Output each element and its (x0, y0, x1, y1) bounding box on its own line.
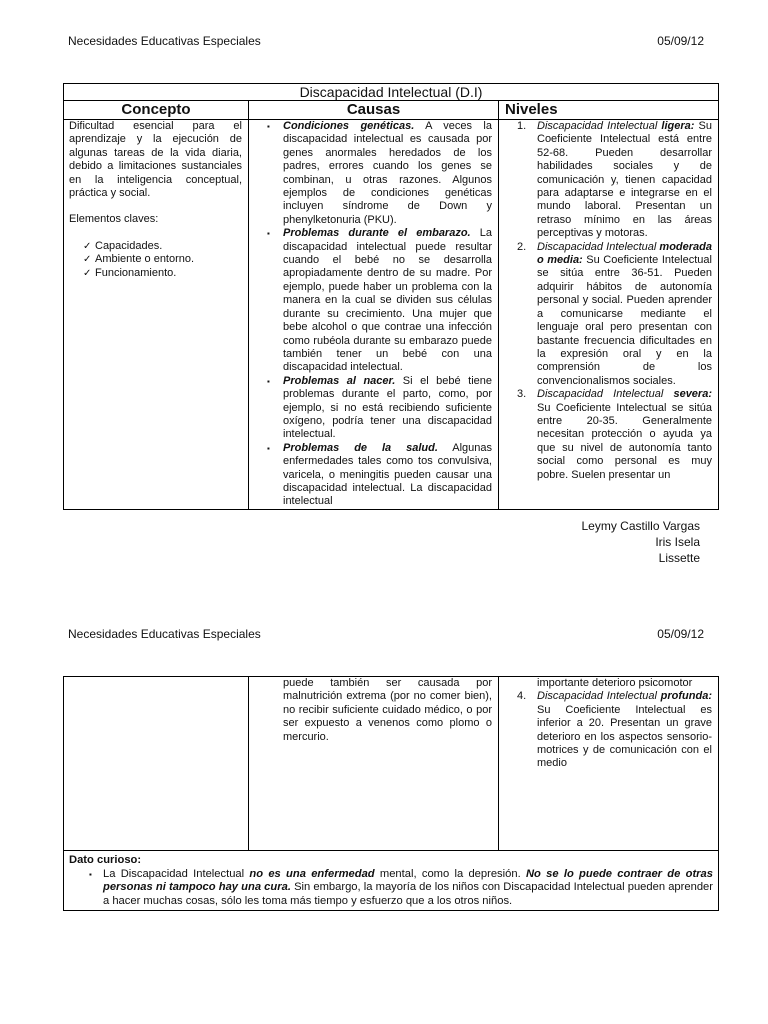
level-number: 3. (517, 388, 527, 401)
causa-title: Problemas al nacer. (283, 374, 396, 387)
causa-text: Si el bebé tiene problemas durante el parto, como, por ejemplo, si no está recibiendo suficiente oxígeno, podría tener una discapacidad intelectual. (283, 374, 492, 441)
list-item (504, 690, 712, 770)
author-name: Lissette (658, 551, 700, 565)
causa-text: A veces la discapacidad intelectual es causada por genes anormales heredados de los padres, errores cuando los genes se combinan, u otras razones. Algunos ejemplos de condiciones genéticas incluyen síndrome de Down y phenylketonuria (PKU). (283, 120, 492, 226)
dato-curioso-box (64, 851, 719, 911)
level-number: 2. (517, 240, 527, 253)
square-bullet-icon: ▪ (267, 229, 270, 239)
elementos-label: Elementos claves: (69, 213, 159, 226)
square-bullet-icon: ▪ (267, 122, 270, 131)
dato-text: mental, como la depresión. (374, 867, 526, 880)
column-header-niveles: Niveles (499, 101, 719, 120)
author-name: Leymy Castillo Vargas (581, 519, 700, 533)
list-item (504, 388, 712, 482)
dato-text: Sin embargo, la mayoría de los niños con Discapacidad Intelectual pueden aprender a hacer muchas cosas, sólo les toma más tiempo y esfuerzo que a los otros niños. (103, 881, 713, 907)
square-bullet-icon: ▪ (267, 376, 270, 386)
niveles-cell (499, 120, 719, 510)
level-name: Discapacidad Intelectual (537, 240, 660, 253)
list-item (253, 227, 492, 374)
header-title: Necesidades Educativas Especiales (68, 627, 261, 641)
niveles-list (504, 690, 712, 770)
square-bullet-icon: ▪ (267, 443, 270, 453)
concepto-cell-empty (64, 677, 249, 851)
dato-emphasis: no es una enfermedad (249, 867, 375, 880)
continuation-table (63, 676, 719, 911)
causas-continuation: puede también ser causada por malnutrición extrema (por no comer bien), no recibir suficiente cuidado médico, o por ser expuesto a venenos como plomo o mercurio. (283, 677, 492, 743)
level-text: Su Coeficiente Intelectual se sitúa entre 36-51. Pueden adquirir hábitos de autonomía personal y social. Pueden aprender a comunicarse mediante el lenguaje oral pero presentan con bastante frecuencia dificultades en la expresión oral y en la comprensión de los convencionalismos sociales. (537, 254, 712, 387)
list-item: ✓ Capacidades. (83, 240, 242, 253)
header-title: Necesidades Educativas Especiales (68, 34, 261, 48)
dato-text: La Discapacidad Intelectual (103, 867, 250, 880)
level-degree: profunda: (660, 690, 712, 703)
list-item (504, 241, 712, 388)
level-number: 1. (517, 120, 527, 132)
level-name: Discapacidad Intelectual (537, 690, 661, 703)
table-title: Discapacidad Intelectual (D.I) (64, 84, 719, 101)
concepto-text: Dificultad esencial para el aprendizaje y la ejecución de algunas tareas de la vida diaria, debido a limitaciones sustanciales en la inteligencia conceptual, práctica y social. (69, 120, 242, 200)
level-text: Su Coeficiente Intelectual es inferior a 20. Presentan un grave deterioro en los aspectos sensorio-motrices y de comunicación con el medio (537, 703, 712, 770)
author-name: Iris Isela (655, 535, 700, 549)
elementos-list (69, 240, 242, 280)
header-date: 05/09/12 (657, 627, 704, 641)
level-name: Discapacidad Intelectual (537, 388, 674, 401)
level-degree: ligera: (661, 120, 695, 132)
dato-emphasis: No se lo puede contraer de otras personas ni tampoco hay una cura. (103, 867, 713, 894)
level-text: Su Coeficiente Intelectual se sitúa entre 20-35. Generalmente necesitan protección o ayuda ya que su nivel de autonomía tanto social como personal es muy pobre. Suelen presentar un (537, 401, 712, 481)
dato-curioso-text (69, 868, 713, 909)
list-item: ✓ Ambiente o entorno. (83, 253, 242, 266)
niveles-cell (499, 677, 719, 851)
causa-title: Problemas durante el embarazo. (283, 227, 471, 240)
main-table (63, 83, 719, 510)
causa-title: Condiciones genéticas. (283, 120, 415, 132)
list-item (504, 120, 712, 241)
page-header (68, 34, 704, 48)
level-number: 4. (517, 690, 527, 703)
authors-block (582, 518, 701, 566)
concepto-cell (64, 120, 249, 510)
level-degree: moderada o media: (537, 240, 712, 267)
causas-list (253, 120, 492, 509)
square-bullet-icon: ▪ (89, 869, 92, 879)
causa-text: Algunas enfermedades tales como tos convulsiva, varicela, o meningitis pueden causar una discapacidad intelectual. La discapacidad intelectual (283, 441, 493, 508)
header-date: 05/09/12 (657, 34, 704, 48)
level-text: Su Coeficiente Intelectual está entre 52-68. Pueden desarrollar habilidades sociales y de comunicación y, tienen capacidad para adaptarse e integrarse en el mundo laboral. Presentan un retraso mínimo en las áreas perceptivas y motoras. (537, 120, 713, 240)
niveles-continuation: importante deterioro psicomotor (537, 677, 693, 689)
causa-text: La discapacidad intelectual puede resultar cuando el bebé no se desarrolla apropiadamente dentro de su madre. Por ejemplo, puede haber un problema con la manera en la cual se dividen sus células durante su crecimiento. Una mujer que bebe alcohol o que contrae una infección como rubéola durante su embarazo puede también tener un bebé con una discapacidad intelectual. (283, 227, 492, 374)
causas-cell (249, 120, 499, 510)
column-header-concepto: Concepto (64, 101, 249, 120)
page-header (68, 627, 704, 641)
level-name: Discapacidad Intelectual (537, 120, 662, 132)
list-item (253, 120, 492, 227)
niveles-list (504, 120, 712, 482)
dato-curioso-label: Dato curioso: (69, 854, 142, 866)
level-degree: severa: (673, 388, 712, 401)
causa-title: Problemas de la salud. (283, 441, 438, 454)
list-item (253, 442, 492, 509)
list-item (253, 375, 492, 442)
list-item: ✓ Funcionamiento. (83, 267, 242, 280)
causas-cell (249, 677, 499, 851)
column-header-causas: Causas (249, 101, 499, 120)
